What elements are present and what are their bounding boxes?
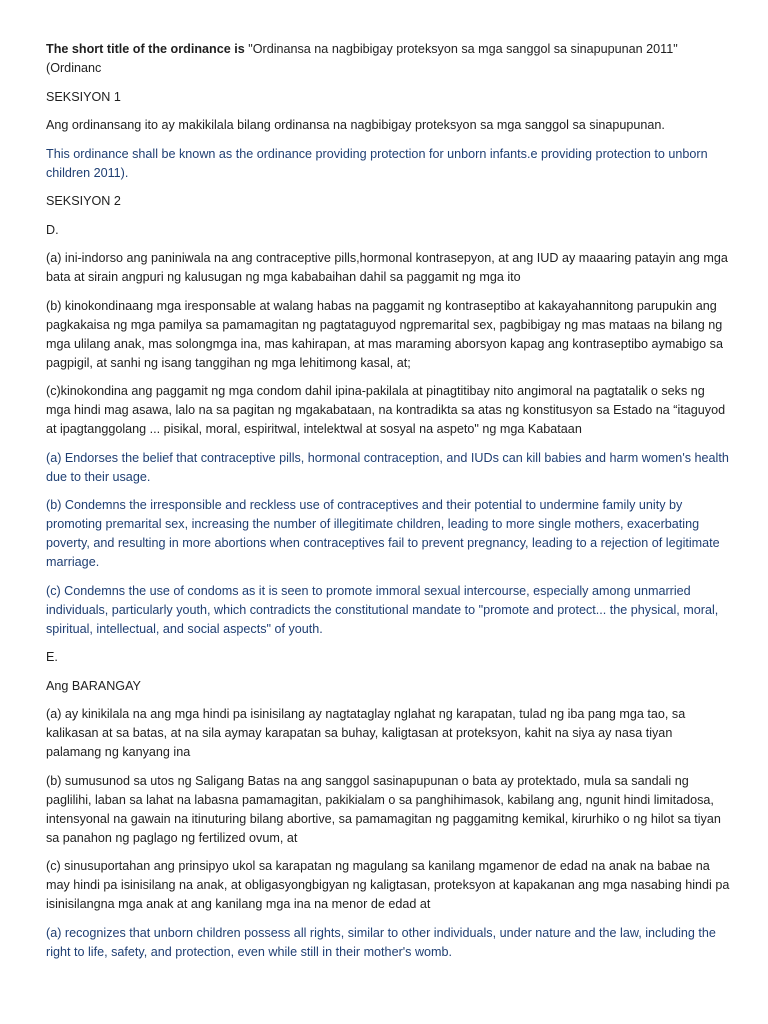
title-value: "Ordinansa na nagbibigay proteksyon sa mga sanggol sa sinapupunan 2011" (Ordinanc [46,42,678,75]
clause-d-a: (a) ini-indorso ang paniniwala na ang contraceptive pills,hormonal kontrasepyon, at ang IUD ay maaaring patayin ang mga bata at sirain angpuri ng kalusugan ng mga kababaihan dahil sa paggamit ng mga ito [46,251,728,284]
subsection-e-intro: Ang BARANGAY [46,678,141,693]
clause-e-b: (b) sumusunod sa utos ng Saligang Batas na ang sanggol sasinapupunan o bata ay protektado, mula sa sandali ng paglilihi, laban sa lahat na labasna pamamagitan, pakikialam o sa panghihimasok, kabilang ang, ngunit hindi limitadosa, intensyonal na gawain na itinuturing bilang abortive, sa pamamagitan ng paggamitng kemikal, kirurhiko o ng hilot sa tiyan sa panahon ng paglago ng fertilized ovum, at [46,773,721,845]
subsection-d-heading: D. [46,222,59,237]
ordinance-title-line [46,40,730,78]
clause-e-a: (a) ay kinikilala na ang mga hindi pa isinisilang ay nagtataglay nglahat ng karapatan, tulad ng iba pang mga tao, sa kalikasan at sa batas, at na sila aymay karapatan sa buhay, kaligtasan at proteksyon, kahit na siya ay nasa tiyan palamang ng kanyang ina [46,707,686,759]
document-body [46,40,730,971]
translation-d-b: (b) Condemns the irresponsible and reckless use of contraceptives and their potential to undermine family unity by promoting premarital sex, increasing the number of illegitimate children, leading to more single mothers, exacerbating poverty, and resulting in more abortions when contraceptives fail to prevent pregnancy, leading to a rejection of legitimate marriage. [46,498,720,569]
title-label: The short title of the ordinance is [46,42,245,56]
translation-e-a: (a) recognizes that unborn children possess all rights, similar to other individuals, under nature and the law, including the right to life, safety, and protection, even while still in their mother's womb. [46,925,716,959]
section-1-text: Ang ordinansang ito ay makikilala bilang ordinansa na nagbibigay proteksyon sa mga sanggol sa sinapupunan. [46,118,665,132]
section-1-heading: SEKSIYON 1 [46,89,121,104]
section-1-translation: This ordinance shall be known as the ordinance providing protection for unborn infants.e providing protection to unborn children 2011). [46,146,708,180]
clause-d-c: (c)kinokondina ang paggamit ng mga condom dahil ipina-pakilala at pinagtitibay nito angimoral na pagtatalik o seks ng mga hindi mag asawa, lalo na sa pagitan ng mgakabataan, na kontradikta sa atas ng konstitusyon sa Estado na “itaguyod at ipagtanggolang ... pisikal, moral, espiritwal, intelektwal at sosyal na aspeto" ng mga Kabataan [46,384,726,436]
clause-d-b: (b) kinokondinaang mga iresponsable at walang habas na paggamit ng kontraseptibo at kakayahannitong parupukin ang pagkakaisa ng mga pamilya sa pamamagitan ng pagtataguyod ngpremarital sex, pagbibigay ng mas mataas na bilang ng mga ulilang anak, mas solongmga ina, mas kahirapan, at mas maraming aborsyon kapag ang kontraseptibo aymabigo sa pagpigil, at sanhi ng isang tanggihan ng mga lehitimong kasal, at; [46,298,723,370]
section-2-heading: SEKSIYON 2 [46,194,121,208]
translation-d-c: (c) Condemns the use of condoms as it is seen to promote immoral sexual intercourse, especially among unmarried individuals, particularly youth, which contradicts the constitutional mandate to "promote and protect... the physical, moral, spiritual, intellectual, and social aspects" of youth. [46,583,719,636]
clause-e-c: (c) sinusuportahan ang prinsipyo ukol sa karapatan ng magulang sa kanilang mgamenor de edad na anak na babae na may hindi pa isinisilang na anak, at obligasyongbigyan ng kaligtasan, proteksyon at kapakanan ang mga nasabing hindi pa isinisilangna mga anak at ang kanilang mga ina na menor de edad at [46,859,730,911]
subsection-e-heading: E. [46,650,58,664]
translation-d-a: (a) Endorses the belief that contraceptive pills, hormonal contraception, and IUDs can kill babies and harm women's health due to their usage. [46,450,729,484]
